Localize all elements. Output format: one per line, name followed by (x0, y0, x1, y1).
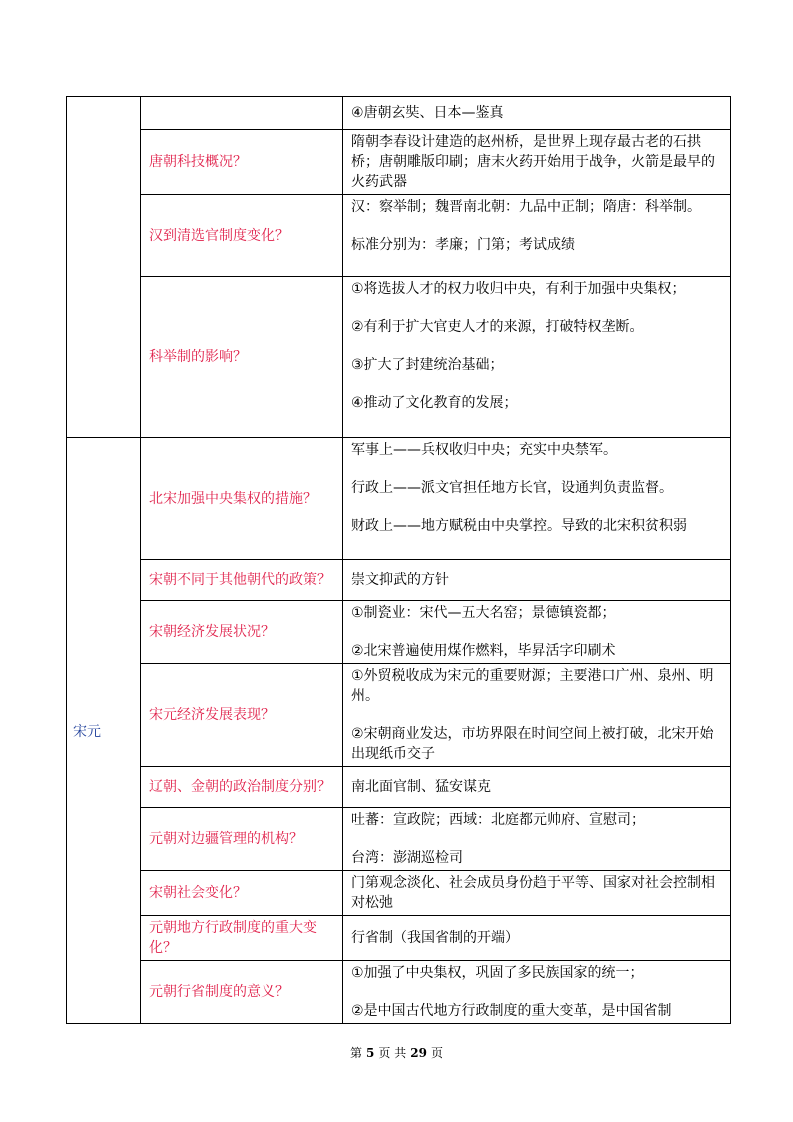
answer-text: ②有利于扩大官吏人才的来源，打破特权垄断。 (351, 319, 644, 335)
history-qa-table (66, 96, 731, 1024)
answer-cell (343, 767, 731, 808)
table-row (67, 664, 731, 767)
table-row (67, 438, 731, 560)
question-cell: 宋朝不同于其他朝代的政策？ (141, 560, 343, 601)
answer-text: 崇文抑武的方针 (351, 572, 449, 588)
table-row (67, 97, 731, 130)
question-cell: 唐朝科技概况？ (141, 130, 343, 195)
answer-cell (343, 808, 731, 871)
answer-text: 南北面官制、猛安谋克 (351, 779, 491, 795)
answer-text: 标准分别为：孝廉；门第；考试成绩 (351, 237, 575, 253)
answer-cell (343, 97, 731, 130)
table-row (67, 277, 731, 438)
table-row (67, 871, 731, 916)
page-number: 5 (366, 1046, 375, 1060)
answer-cell (343, 916, 731, 961)
answer-text: ①制瓷业：宋代—五大名窑；景德镇瓷都； (351, 605, 616, 621)
table-row (67, 808, 731, 871)
question-cell (141, 97, 343, 130)
answer-cell (343, 195, 731, 277)
question-cell: 辽朝、金朝的政治制度分别？ (141, 767, 343, 808)
answer-cell (343, 601, 731, 664)
answer-text: ①加强了中央集权，巩固了多民族国家的统一； (351, 965, 644, 981)
total-pages: 29 (410, 1046, 427, 1060)
question-cell: 科举制的影响？ (141, 277, 343, 438)
answer-text: ②北宋普遍使用煤作燃料，毕昇活字印刷术 (351, 643, 616, 659)
question-cell: 宋朝经济发展状况？ (141, 601, 343, 664)
answer-text: 行省制（我国省制的开端） (351, 930, 519, 946)
answer-cell (343, 130, 731, 195)
answer-text: ③扩大了封建统治基础； (351, 357, 504, 373)
question-cell: 元朝行省制度的意义？ (141, 961, 343, 1024)
answer-text: 汉：察举制；魏晋南北朝：九品中正制；隋唐：科举制。 (351, 199, 701, 215)
answer-text: 门第观念淡化、社会成员身份趋于平等、国家对社会控制相对松弛 (351, 875, 715, 911)
answer-text: ②是中国古代地方行政制度的重大变革，是中国省制 (351, 1003, 672, 1019)
answer-cell (343, 664, 731, 767)
footer-middle: 页 共 (378, 1046, 407, 1060)
question-cell: 宋元经济发展表现？ (141, 664, 343, 767)
question-cell: 宋朝社会变化？ (141, 871, 343, 916)
answer-text: ④唐朝玄奘、日本—鉴真 (351, 105, 504, 121)
table-row (67, 916, 731, 961)
page-footer (0, 1044, 793, 1061)
table-row (67, 767, 731, 808)
answer-cell (343, 277, 731, 438)
answer-text: ②宋朝商业发达，市坊界限在时间空间上被打破，北宋开始出现纸币交子 (351, 726, 714, 762)
question-cell: 汉到清选官制度变化？ (141, 195, 343, 277)
table-row (67, 195, 731, 277)
answer-cell (343, 560, 731, 601)
answer-cell (343, 871, 731, 916)
answer-text: 军事上——兵权收归中央；充实中央禁军。 (351, 442, 617, 458)
era-cell-song-yuan: 宋元 (67, 438, 141, 1024)
table-row (67, 560, 731, 601)
answer-text: ④推动了文化教育的发展； (351, 395, 518, 411)
era-cell-tang (67, 97, 141, 438)
table-row (67, 130, 731, 195)
question-cell: 元朝地方行政制度的重大变化？ (141, 916, 343, 961)
answer-text: ①将选拔人才的权力收归中央，有利于加强中央集权； (351, 281, 686, 297)
footer-prefix: 第 (350, 1046, 363, 1060)
answer-text: ①外贸税收成为宋元的重要财源；主要港口广州、泉州、明州。 (351, 668, 714, 704)
answer-cell (343, 961, 731, 1024)
answer-text: 台湾：澎湖巡检司 (351, 850, 463, 866)
answer-cell (343, 438, 731, 560)
answer-text: 隋朝李春设计建造的赵州桥，是世界上现存最古老的石拱桥；唐朝雕版印刷；唐末火药开始用于战争，火箭是最早的火药武器 (351, 134, 715, 190)
answer-text: 吐蕃：宣政院；西域：北庭都元帅府、宣慰司； (351, 812, 645, 828)
answer-text: 财政上——地方赋税由中央掌控。导致的北宋积贫积弱 (351, 518, 687, 534)
question-cell: 北宋加强中央集权的措施？ (141, 438, 343, 560)
answer-text: 行政上——派文官担任地方长官，设通判负责监督。 (351, 480, 673, 496)
table-row (67, 961, 731, 1024)
question-cell: 元朝对边疆管理的机构？ (141, 808, 343, 871)
footer-suffix: 页 (430, 1046, 443, 1060)
table-row (67, 601, 731, 664)
